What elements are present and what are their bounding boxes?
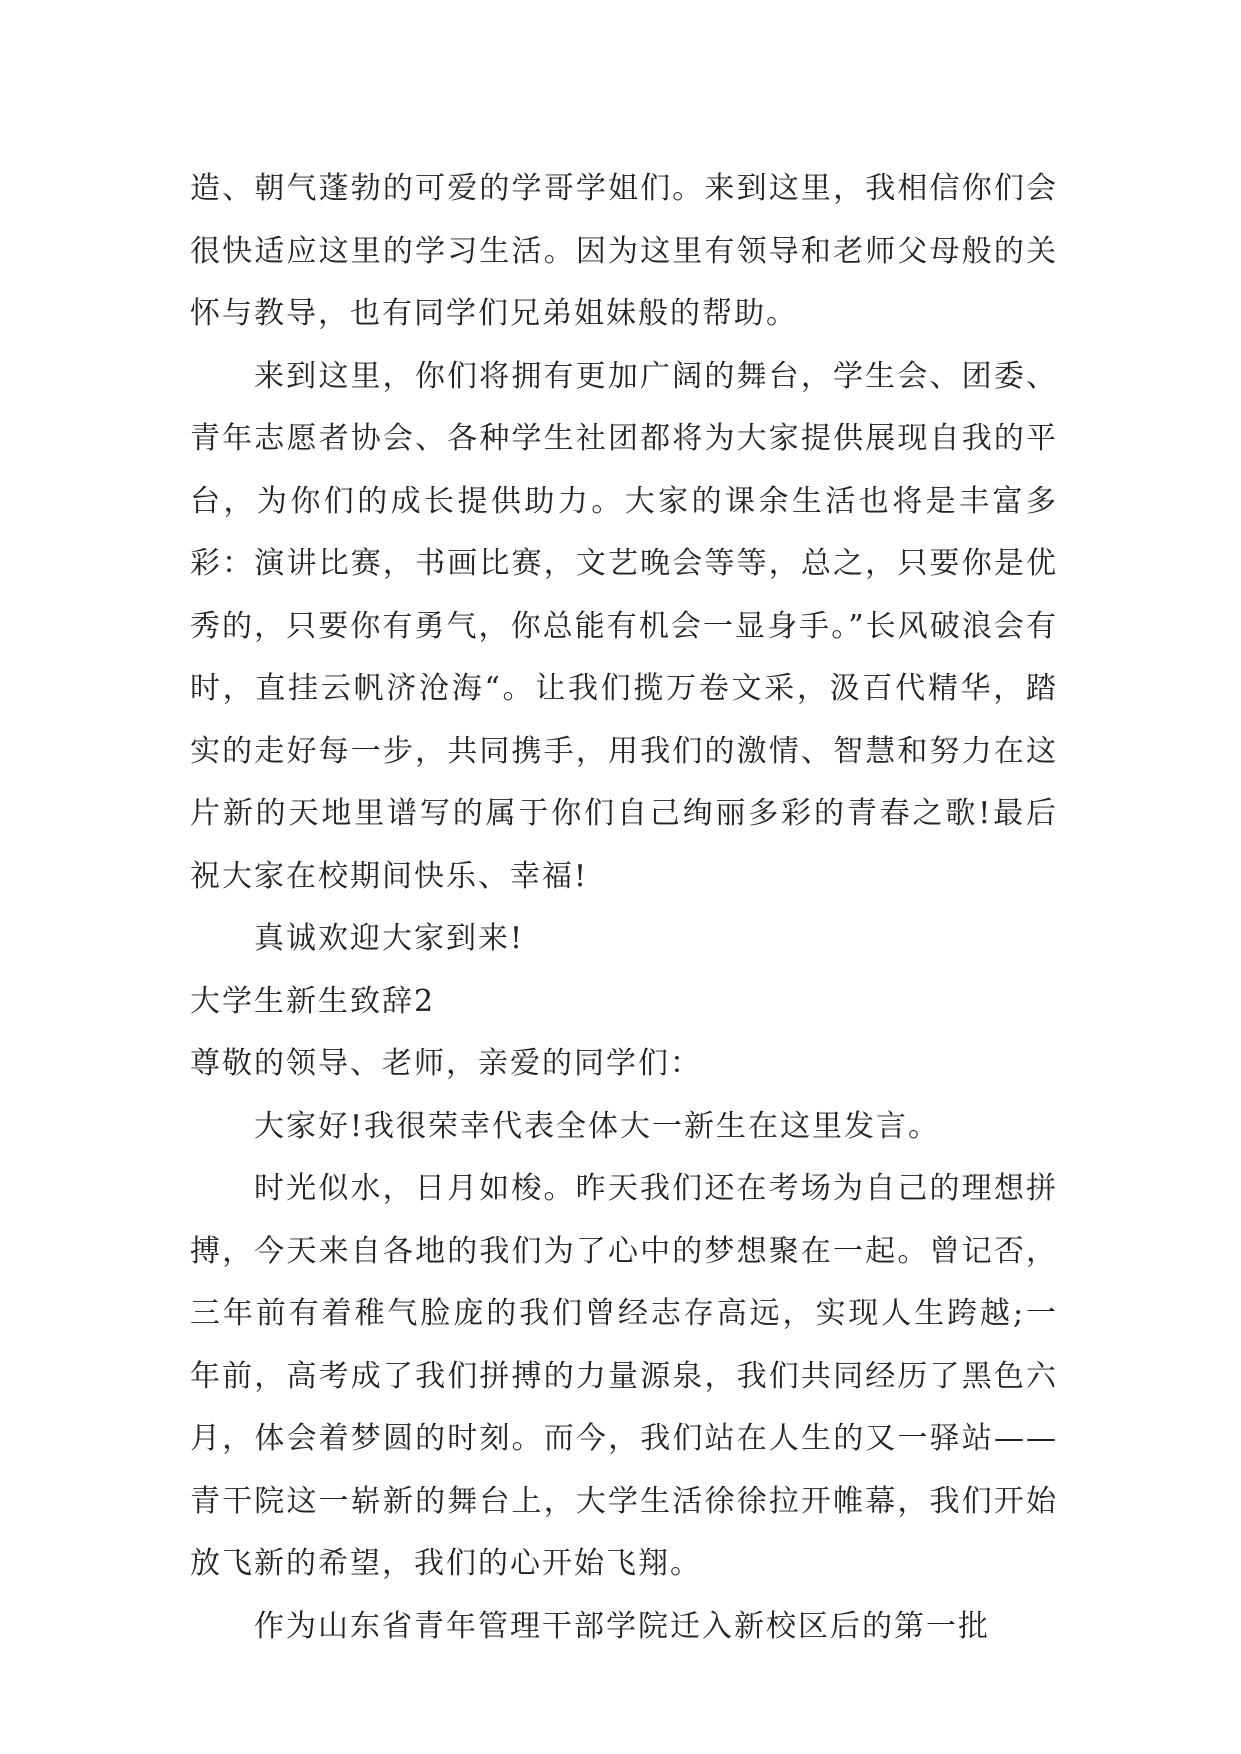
paragraph-greeting: 大家好!我很荣幸代表全体大一新生在这里发言。 — [254, 1108, 941, 1144]
paragraph-time-flies: 时光似水，日月如梭。昨天我们还在考场为自己的理想拼搏，今天来自各地的我们为了心中的梦想聚在一起。曾记否，三年前有着稚气脸庞的我们曾经志存高远，实现人生跨越;一年前，高考成了我们拼搏的力量源泉，我们共同经历了黑色六月，体会着梦圆的时刻。而今，我们站在人生的又一驿站——青干院这一崭新的舞台上，大学生活徐徐拉开帷幕，我们开始放飞新的希望，我们的心开始飞翔。 — [190, 1171, 1058, 1581]
paragraph-first-batch: 作为山东省青年管理干部学院迁入新校区后的第一批 — [254, 1608, 990, 1644]
paragraph-broad-stage: 来到这里，你们将拥有更加广阔的舞台，学生会、团委、青年志愿者协会、各种学生社团都将为大家提供展现自我的平台，为你们的成长提供助力。大家的课余生活也将是丰富多彩：演讲比赛，书画比赛，文艺晚会等等，总之，只要你是优秀的，只要你有勇气，你总能有机会一显身手。”长风破浪会有时，直挂云帆济沧海“。让我们揽万卷文采，汲百代精华，踏实的走好每一步，共同携手，用我们的激情、智慧和努力在这片新的天地里谱写的属于你们自己绚丽多彩的青春之歌!最后祝大家在校期间快乐、幸福! — [190, 358, 1058, 894]
salutation: 尊敬的领导、老师，亲爱的同学们： — [190, 1046, 702, 1081]
document-body — [190, 158, 1058, 1658]
paragraph-welcome-seniors: 造、朝气蓬勃的可爱的学哥学姐们。来到这里，我相信你们会很快适应这里的学习生活。因为这里有领导和老师父母般的关怀与教导，也有同学们兄弟姐妹般的帮助。 — [190, 171, 1058, 331]
paragraph-sincere-welcome: 真诚欢迎大家到来! — [254, 921, 525, 956]
section-heading: 大学生新生致辞2 — [190, 983, 436, 1019]
